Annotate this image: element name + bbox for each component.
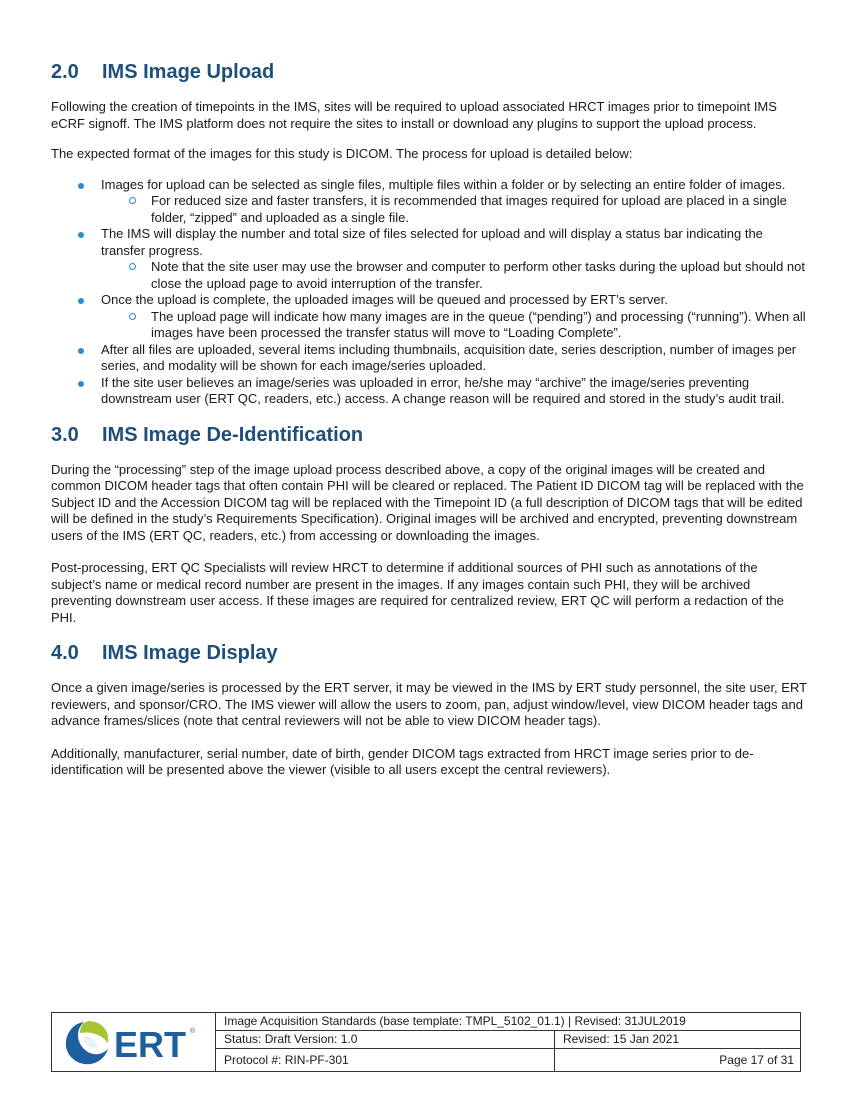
- section-2-heading: [51, 58, 807, 86]
- page-number: Page 17 of 31: [554, 1049, 800, 1071]
- paragraph: Post-processing, ERT QC Specialists will review HRCT to determine if additional sources of PHI such as annotations of the subject’s name or medical record number are present in the images. If any images contain such PHI, they will be archived preventing downstream user access. If these images are required for centralized review, ERT QC will perform a redaction of the PHI.: [51, 560, 784, 625]
- sub-list: [101, 193, 807, 226]
- sub-list-item: Note that the site user may use the browser and computer to perform other tasks during the upload but should not close the upload page to avoid interruption of the transfer.: [101, 259, 807, 292]
- revised-date: Revised: 15 Jan 2021: [554, 1031, 800, 1048]
- section-number: 3.0: [51, 423, 79, 446]
- status-version: Status: Draft Version: 1.0: [224, 1032, 358, 1046]
- sub-list: [101, 309, 807, 342]
- sub-list-item: For reduced size and faster transfers, it is recommended that images required for upload are placed in a single folder, “zipped” and uploaded as a single file.: [101, 193, 807, 226]
- paragraph: During the “processing” step of the image upload process described above, a copy of the original images will be created and common DICOM header tags that often contain PHI will be cleared or replaced. The Patient ID DICOM tag will be replaced with the Subject ID and the Accession DICOM tag will be replaced with the Timepoint ID (a full description of DICOM tags that will be edited will be defined in the study’s Requirements Specification). Original images will be archived and encrypted, preventing downstream users of the IMS (ERT QC, readers, etc.) from accessing or downloading the images.: [51, 461, 804, 543]
- footer-row: [216, 1049, 800, 1071]
- list-item-text: The IMS will display the number and total size of files selected for upload and will display a status bar indicating the transfer progress.: [101, 226, 763, 258]
- svg-text:®: ®: [190, 1028, 196, 1035]
- list-item-text: If the site user believes an image/series was uploaded in error, he/she may “archive” the image/series preventing downstream user (ERT QC, readers, etc.) access. A change reason will be required and stored in the study’s audit trail.: [101, 374, 785, 406]
- template-info: Image Acquisition Standards (base template: TMPL_5102_01.1) | Revised: 31JUL2019: [224, 1014, 686, 1028]
- section-number: 2.0: [51, 61, 79, 83]
- bullet-list: [51, 177, 807, 408]
- section-4-heading: [51, 639, 807, 667]
- sub-list: [101, 259, 807, 292]
- list-item: [51, 226, 807, 292]
- company-logo: [52, 1013, 216, 1071]
- section-title: IMS Image De-Identification: [102, 423, 364, 446]
- section-number: 4.0: [51, 642, 79, 664]
- document-footer: [51, 1012, 801, 1072]
- section-3-heading: [51, 421, 807, 449]
- list-item-text: Once the upload is complete, the uploaded images will be queued and processed by ERT’s server.: [101, 292, 668, 307]
- ert-logo-icon: [62, 1019, 202, 1067]
- list-item: [51, 375, 807, 408]
- footer-row: [216, 1013, 800, 1031]
- section-title: IMS Image Upload: [102, 61, 275, 83]
- sub-list-item: The upload page will indicate how many images are in the queue (“pending”) and processing (“running”). When all images have been processed the transfer status will move to “Loading Complete”.: [101, 309, 807, 342]
- list-item-text: After all files are uploaded, several items including thumbnails, acquisition date, series description, number of images per series, and modality will be shown for each image/series uploaded.: [101, 341, 797, 373]
- svg-text:ERT: ERT: [114, 1024, 186, 1065]
- paragraph: The expected format of the images for this study is DICOM. The process for upload is detailed below:: [51, 146, 633, 161]
- document-body: [51, 56, 807, 779]
- list-item: [51, 177, 807, 227]
- footer-row: [216, 1031, 800, 1049]
- paragraph: Following the creation of timepoints in the IMS, sites will be required to upload associated HRCT images prior to timepoint IMS eCRF signoff. The IMS platform does not require the sites to install or download any plugins to support the upload process.: [51, 99, 777, 131]
- list-item: [51, 292, 807, 342]
- list-item-text: Images for upload can be selected as single files, multiple files within a folder or by selecting an entire folder of images.: [101, 176, 786, 192]
- paragraph: Additionally, manufacturer, serial number, date of birth, gender DICOM tags extracted from HRCT image series prior to de-identification will be presented above the viewer (visible to all users except the central reviewers).: [51, 745, 754, 777]
- protocol-number: Protocol #: RIN-PF-301: [224, 1053, 349, 1067]
- section-title: IMS Image Display: [102, 642, 278, 664]
- list-item: [51, 342, 807, 375]
- paragraph: Once a given image/series is processed by the ERT server, it may be viewed in the IMS by ERT study personnel, the site user, ERT reviewers, and sponsor/CRO. The IMS viewer will allow the users to zoom, pan, adjust window/level, view DICOM header tags and advance frames/slices (note that central reviewers will not be able to view DICOM header tags).: [51, 680, 807, 728]
